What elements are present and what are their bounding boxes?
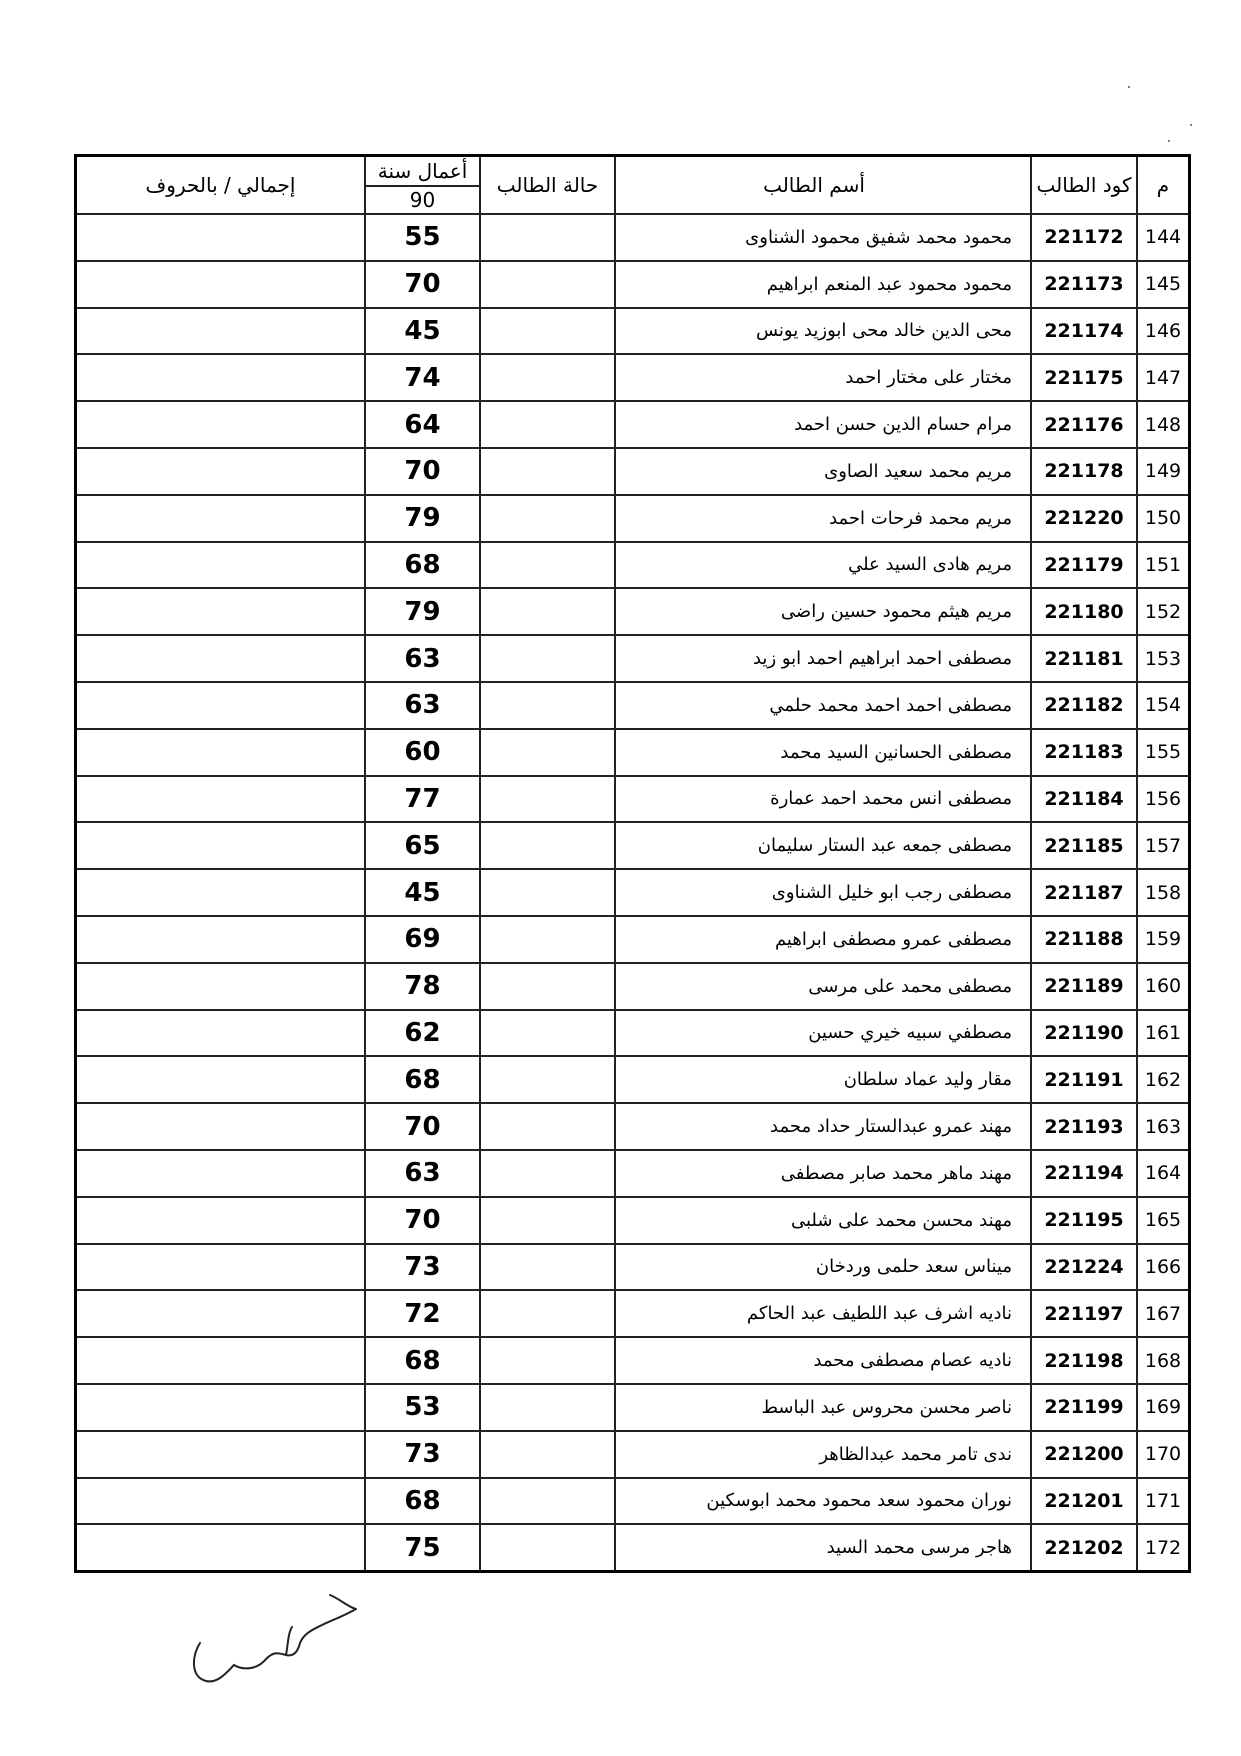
student-status-cell [480, 869, 615, 916]
handwritten-signature [170, 1585, 370, 1695]
student-code-cell: 221197 [1031, 1290, 1137, 1337]
student-name-cell: مصطفى محمد على مرسى [615, 963, 1031, 1010]
student-name-cell: مصطفي سبيه خيري حسين [615, 1010, 1031, 1057]
table-row [76, 1103, 1190, 1150]
table-row [76, 822, 1190, 869]
student-status-cell [480, 354, 615, 401]
table-row [76, 1244, 1190, 1291]
header-student-status: حالة الطالب [480, 156, 615, 215]
table-row [76, 1337, 1190, 1384]
student-name-cell: ناديه عصام مصطفى محمد [615, 1337, 1031, 1384]
year-work-score-cell: 69 [365, 916, 480, 963]
year-work-score-cell: 70 [365, 448, 480, 495]
header-year-work-max: 90 [365, 186, 480, 214]
student-status-cell [480, 916, 615, 963]
student-status-cell [480, 542, 615, 589]
student-name-cell: مهند ماهر محمد صابر مصطفى [615, 1150, 1031, 1197]
year-work-score-cell: 55 [365, 214, 480, 261]
header-student-code: كود الطالب [1031, 156, 1137, 215]
header-student-name: أسم الطالب [615, 156, 1031, 215]
total-in-words-cell [76, 729, 366, 776]
student-name-cell: محمود محمد شفيق محمود الشناوى [615, 214, 1031, 261]
total-in-words-cell [76, 588, 366, 635]
year-work-score-cell: 65 [365, 822, 480, 869]
student-name-cell: مصطفى انس محمد احمد عمارة [615, 776, 1031, 823]
table-row [76, 1524, 1190, 1571]
total-in-words-cell [76, 1337, 366, 1384]
table-row [76, 1010, 1190, 1057]
year-work-score-cell: 79 [365, 588, 480, 635]
student-name-cell: نوران محمود سعد محمود محمد ابوسكين [615, 1478, 1031, 1525]
table-row [76, 1056, 1190, 1103]
total-in-words-cell [76, 1478, 366, 1525]
total-in-words-cell [76, 542, 366, 589]
student-code-cell: 221195 [1031, 1197, 1137, 1244]
table-row [76, 495, 1190, 542]
total-in-words-cell [76, 401, 366, 448]
student-name-cell: ندى تامر محمد عبدالظاهر [615, 1431, 1031, 1478]
row-index-cell: 156 [1137, 776, 1190, 823]
student-status-cell [480, 963, 615, 1010]
row-index-cell: 172 [1137, 1524, 1190, 1571]
total-in-words-cell [76, 214, 366, 261]
student-code-cell: 221173 [1031, 261, 1137, 308]
year-work-score-cell: 78 [365, 963, 480, 1010]
student-grades-table [74, 154, 1191, 1573]
total-in-words-cell [76, 354, 366, 401]
row-index-cell: 153 [1137, 635, 1190, 682]
student-status-cell [480, 495, 615, 542]
year-work-score-cell: 68 [365, 1478, 480, 1525]
student-code-cell: 221198 [1031, 1337, 1137, 1384]
total-in-words-cell [76, 822, 366, 869]
student-status-cell [480, 1197, 615, 1244]
year-work-score-cell: 70 [365, 1103, 480, 1150]
student-code-cell: 221193 [1031, 1103, 1137, 1150]
year-work-score-cell: 73 [365, 1431, 480, 1478]
student-code-cell: 221175 [1031, 354, 1137, 401]
year-work-score-cell: 77 [365, 776, 480, 823]
table-row [76, 776, 1190, 823]
total-in-words-cell [76, 261, 366, 308]
row-index-cell: 167 [1137, 1290, 1190, 1337]
student-name-cell: مصطفى عمرو مصطفى ابراهيم [615, 916, 1031, 963]
table-row [76, 448, 1190, 495]
total-in-words-cell [76, 635, 366, 682]
row-index-cell: 149 [1137, 448, 1190, 495]
student-status-cell [480, 682, 615, 729]
student-name-cell: مصطفى احمد ابراهيم احمد ابو زيد [615, 635, 1031, 682]
table-row [76, 963, 1190, 1010]
total-in-words-cell [76, 1010, 366, 1057]
student-code-cell: 221185 [1031, 822, 1137, 869]
row-index-cell: 152 [1137, 588, 1190, 635]
student-status-cell [480, 1290, 615, 1337]
year-work-score-cell: 63 [365, 1150, 480, 1197]
student-status-cell [480, 1150, 615, 1197]
student-name-cell: محمود محمود عبد المنعم ابراهيم [615, 261, 1031, 308]
student-status-cell [480, 1384, 615, 1431]
header-total-in-words: إجمالي / بالحروف [76, 156, 366, 215]
row-index-cell: 158 [1137, 869, 1190, 916]
row-index-cell: 155 [1137, 729, 1190, 776]
total-in-words-cell [76, 448, 366, 495]
row-index-cell: 162 [1137, 1056, 1190, 1103]
student-name-cell: ناصر محسن محروس عبد الباسط [615, 1384, 1031, 1431]
student-code-cell: 221181 [1031, 635, 1137, 682]
row-index-cell: 170 [1137, 1431, 1190, 1478]
year-work-score-cell: 68 [365, 542, 480, 589]
student-code-cell: 221190 [1031, 1010, 1137, 1057]
student-code-cell: 221172 [1031, 214, 1137, 261]
total-in-words-cell [76, 869, 366, 916]
student-status-cell [480, 1010, 615, 1057]
row-index-cell: 165 [1137, 1197, 1190, 1244]
student-code-cell: 221189 [1031, 963, 1137, 1010]
student-status-cell [480, 1056, 615, 1103]
student-code-cell: 221174 [1031, 308, 1137, 355]
header-index: م [1137, 156, 1190, 215]
table-row [76, 1150, 1190, 1197]
table-row [76, 1478, 1190, 1525]
total-in-words-cell [76, 776, 366, 823]
student-code-cell: 221194 [1031, 1150, 1137, 1197]
table-row [76, 635, 1190, 682]
student-status-cell [480, 729, 615, 776]
student-name-cell: مصطفى جمعه عبد الستار سليمان [615, 822, 1031, 869]
row-index-cell: 163 [1137, 1103, 1190, 1150]
row-index-cell: 171 [1137, 1478, 1190, 1525]
student-name-cell: ناديه اشرف عبد اللطيف عبد الحاكم [615, 1290, 1031, 1337]
student-status-cell [480, 261, 615, 308]
year-work-score-cell: 45 [365, 308, 480, 355]
student-code-cell: 221188 [1031, 916, 1137, 963]
year-work-score-cell: 70 [365, 1197, 480, 1244]
total-in-words-cell [76, 1197, 366, 1244]
student-code-cell: 221191 [1031, 1056, 1137, 1103]
total-in-words-cell [76, 1290, 366, 1337]
student-status-cell [480, 401, 615, 448]
student-name-cell: مريم محمد فرحات احمد [615, 495, 1031, 542]
student-code-cell: 221184 [1031, 776, 1137, 823]
student-code-cell: 221201 [1031, 1478, 1137, 1525]
row-index-cell: 168 [1137, 1337, 1190, 1384]
total-in-words-cell [76, 1103, 366, 1150]
student-code-cell: 221199 [1031, 1384, 1137, 1431]
student-status-cell [480, 588, 615, 635]
year-work-score-cell: 60 [365, 729, 480, 776]
student-code-cell: 221183 [1031, 729, 1137, 776]
year-work-score-cell: 53 [365, 1384, 480, 1431]
table-row [76, 682, 1190, 729]
total-in-words-cell [76, 308, 366, 355]
year-work-score-cell: 74 [365, 354, 480, 401]
student-status-cell [480, 1337, 615, 1384]
table-row [76, 916, 1190, 963]
student-code-cell: 221180 [1031, 588, 1137, 635]
student-code-cell: 221179 [1031, 542, 1137, 589]
table-header [76, 156, 1190, 215]
row-index-cell: 150 [1137, 495, 1190, 542]
year-work-score-cell: 72 [365, 1290, 480, 1337]
student-name-cell: مصطفى الحسانين السيد محمد [615, 729, 1031, 776]
year-work-score-cell: 75 [365, 1524, 480, 1571]
table-row [76, 354, 1190, 401]
row-index-cell: 144 [1137, 214, 1190, 261]
row-index-cell: 147 [1137, 354, 1190, 401]
table-row [76, 542, 1190, 589]
student-code-cell: 221202 [1031, 1524, 1137, 1571]
total-in-words-cell [76, 495, 366, 542]
row-index-cell: 146 [1137, 308, 1190, 355]
student-status-cell [480, 776, 615, 823]
year-work-score-cell: 63 [365, 635, 480, 682]
year-work-score-cell: 45 [365, 869, 480, 916]
table-row [76, 1384, 1190, 1431]
total-in-words-cell [76, 1056, 366, 1103]
student-status-cell [480, 1244, 615, 1291]
student-status-cell [480, 214, 615, 261]
student-name-cell: مرام حسام الدين حسن احمد [615, 401, 1031, 448]
table-row [76, 1431, 1190, 1478]
student-status-cell [480, 1478, 615, 1525]
year-work-score-cell: 68 [365, 1337, 480, 1384]
student-code-cell: 221178 [1031, 448, 1137, 495]
year-work-score-cell: 79 [365, 495, 480, 542]
year-work-score-cell: 62 [365, 1010, 480, 1057]
student-status-cell [480, 448, 615, 495]
student-name-cell: مختار على مختار احمد [615, 354, 1031, 401]
student-name-cell: مقار وليد عماد سلطان [615, 1056, 1031, 1103]
table-row [76, 588, 1190, 635]
row-index-cell: 151 [1137, 542, 1190, 589]
student-code-cell: 221182 [1031, 682, 1137, 729]
student-name-cell: مريم محمد سعيد الصاوى [615, 448, 1031, 495]
student-status-cell [480, 1524, 615, 1571]
student-code-cell: 221176 [1031, 401, 1137, 448]
total-in-words-cell [76, 916, 366, 963]
student-status-cell [480, 635, 615, 682]
student-name-cell: مهند محسن محمد على شلبى [615, 1197, 1031, 1244]
student-name-cell: مصطفى احمد احمد محمد حلمي [615, 682, 1031, 729]
scan-speck [1128, 86, 1130, 88]
student-name-cell: ميناس سعد حلمى وردخان [615, 1244, 1031, 1291]
row-index-cell: 157 [1137, 822, 1190, 869]
row-index-cell: 164 [1137, 1150, 1190, 1197]
year-work-score-cell: 64 [365, 401, 480, 448]
scan-speck [1190, 124, 1192, 126]
total-in-words-cell [76, 1524, 366, 1571]
student-status-cell [480, 1103, 615, 1150]
total-in-words-cell [76, 1431, 366, 1478]
row-index-cell: 145 [1137, 261, 1190, 308]
total-in-words-cell [76, 1384, 366, 1431]
table-row [76, 1290, 1190, 1337]
student-code-cell: 221224 [1031, 1244, 1137, 1291]
student-status-cell [480, 308, 615, 355]
student-code-cell: 221187 [1031, 869, 1137, 916]
total-in-words-cell [76, 963, 366, 1010]
table-body [76, 214, 1190, 1572]
year-work-score-cell: 68 [365, 1056, 480, 1103]
total-in-words-cell [76, 1244, 366, 1291]
student-code-cell: 221200 [1031, 1431, 1137, 1478]
scan-speck [1168, 140, 1170, 142]
row-index-cell: 169 [1137, 1384, 1190, 1431]
table-row [76, 869, 1190, 916]
table-row [76, 308, 1190, 355]
year-work-score-cell: 70 [365, 261, 480, 308]
student-name-cell: هاجر مرسى محمد السيد [615, 1524, 1031, 1571]
table-row [76, 401, 1190, 448]
student-name-cell: مصطفى رجب ابو خليل الشناوى [615, 869, 1031, 916]
table-row [76, 261, 1190, 308]
year-work-score-cell: 63 [365, 682, 480, 729]
row-index-cell: 160 [1137, 963, 1190, 1010]
student-name-cell: مريم هادى السيد علي [615, 542, 1031, 589]
row-index-cell: 148 [1137, 401, 1190, 448]
student-code-cell: 221220 [1031, 495, 1137, 542]
student-status-cell [480, 1431, 615, 1478]
total-in-words-cell [76, 1150, 366, 1197]
year-work-score-cell: 73 [365, 1244, 480, 1291]
header-year-work: أعمال سنة [365, 156, 480, 187]
student-name-cell: مريم هيثم محمود حسين راضى [615, 588, 1031, 635]
table-row [76, 729, 1190, 776]
row-index-cell: 166 [1137, 1244, 1190, 1291]
student-name-cell: مهند عمرو عبدالستار حداد محمد [615, 1103, 1031, 1150]
total-in-words-cell [76, 682, 366, 729]
row-index-cell: 161 [1137, 1010, 1190, 1057]
table-row [76, 1197, 1190, 1244]
row-index-cell: 159 [1137, 916, 1190, 963]
table-row [76, 214, 1190, 261]
row-index-cell: 154 [1137, 682, 1190, 729]
student-name-cell: محى الدين خالد محى ابوزيد يونس [615, 308, 1031, 355]
student-status-cell [480, 822, 615, 869]
